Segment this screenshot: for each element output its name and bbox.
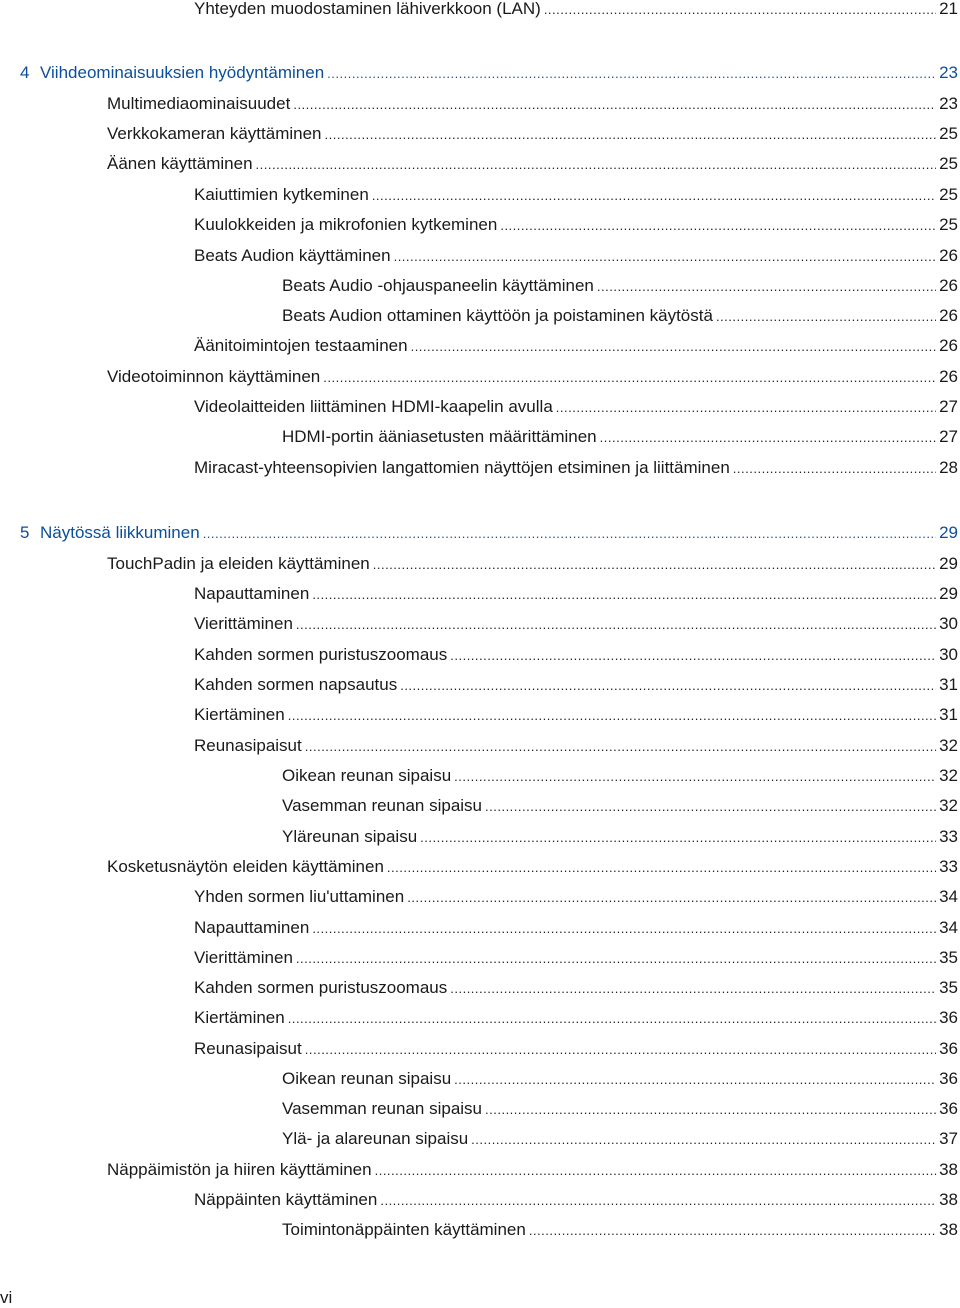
toc-page-number: 36 bbox=[939, 1008, 958, 1027]
toc-page-number: 23 bbox=[939, 94, 958, 113]
toc-entry-title: Napauttaminen bbox=[194, 918, 310, 937]
toc-page-number: 25 bbox=[939, 124, 958, 143]
toc-page-number: 31 bbox=[939, 705, 958, 724]
toc-page-number: 38 bbox=[939, 1190, 958, 1209]
toc-entry-title: Beats Audio -ohjauspaneelin käyttäminen bbox=[282, 276, 594, 295]
dot-leader bbox=[375, 1159, 936, 1183]
toc-entry-title: Näppäinten käyttäminen bbox=[194, 1190, 378, 1209]
toc-entry[interactable] bbox=[282, 1218, 958, 1242]
toc-entry[interactable] bbox=[194, 703, 958, 727]
toc-page-number: 37 bbox=[939, 1129, 958, 1148]
toc-entry[interactable] bbox=[282, 274, 958, 298]
dot-leader bbox=[305, 1038, 936, 1062]
dot-leader bbox=[485, 795, 936, 819]
dot-leader bbox=[305, 735, 936, 759]
toc-entry[interactable] bbox=[194, 946, 958, 970]
dot-leader bbox=[394, 245, 937, 269]
dot-leader bbox=[293, 93, 936, 117]
toc-entry[interactable] bbox=[107, 92, 958, 116]
toc-chapter-title bbox=[20, 521, 203, 545]
dot-leader bbox=[312, 583, 936, 607]
toc-page-number: 32 bbox=[939, 796, 958, 815]
toc-page-number: 29 bbox=[939, 554, 958, 573]
dot-leader bbox=[327, 62, 936, 86]
toc-entry-title: Yläreunan sipaisu bbox=[282, 827, 418, 846]
toc-entry-title: Verkkokameran käyttäminen bbox=[107, 124, 322, 143]
toc-entry[interactable] bbox=[194, 456, 958, 480]
toc-entry-title: Miracast-yhteensopivien langattomien näyttöjen etsiminen ja liittäminen bbox=[194, 458, 730, 477]
toc-entry[interactable] bbox=[107, 152, 958, 176]
dot-leader bbox=[471, 1128, 936, 1152]
dot-leader bbox=[256, 153, 937, 177]
toc-page-number: 36 bbox=[939, 1099, 958, 1118]
toc-page-number: 21 bbox=[939, 0, 958, 18]
toc-page-number: 30 bbox=[939, 645, 958, 664]
dot-leader bbox=[529, 1219, 936, 1243]
toc-entry[interactable] bbox=[282, 1097, 958, 1121]
toc-entry-title: Vierittäminen bbox=[194, 948, 293, 967]
toc-entry-title: Näppäimistön ja hiiren käyttäminen bbox=[107, 1160, 372, 1179]
dot-leader bbox=[203, 522, 936, 546]
dot-leader bbox=[716, 305, 936, 329]
dot-leader bbox=[372, 184, 936, 208]
toc-page-number: 35 bbox=[939, 978, 958, 997]
toc-chapter-title-text: Näytössä liikkuminen bbox=[40, 523, 200, 542]
toc-chapter-number: 4 bbox=[20, 63, 30, 82]
dot-leader bbox=[323, 366, 936, 390]
toc-page-number: 29 bbox=[939, 523, 958, 542]
toc-entry[interactable] bbox=[194, 395, 958, 419]
toc-entry[interactable] bbox=[194, 1037, 958, 1061]
toc-entry[interactable] bbox=[194, 213, 958, 237]
toc-entry[interactable] bbox=[194, 643, 958, 667]
dot-leader bbox=[485, 1098, 936, 1122]
toc-page-number: 36 bbox=[939, 1069, 958, 1088]
toc-entry-title: Kahden sormen puristuszoomaus bbox=[194, 645, 448, 664]
toc-entry[interactable] bbox=[107, 122, 958, 146]
dot-leader bbox=[454, 765, 936, 789]
dot-leader bbox=[288, 1007, 936, 1031]
toc-entry[interactable] bbox=[282, 1127, 958, 1151]
toc-entry-title: Vierittäminen bbox=[194, 614, 293, 633]
toc-entry-title: Ylä- ja alareunan sipaisu bbox=[282, 1129, 469, 1148]
toc-entry-title: Kahden sormen puristuszoomaus bbox=[194, 978, 448, 997]
toc-page-number: 25 bbox=[939, 185, 958, 204]
toc-entry-title: Videolaitteiden liittäminen HDMI-kaapelin avulla bbox=[194, 397, 553, 416]
toc-page-number: 30 bbox=[939, 614, 958, 633]
toc-entry-title: Beats Audion käyttäminen bbox=[194, 246, 391, 265]
dot-leader bbox=[450, 644, 936, 668]
toc-entry-title: Oikean reunan sipaisu bbox=[282, 766, 452, 785]
toc-entry[interactable] bbox=[194, 885, 958, 909]
toc-entry-title: Kiertäminen bbox=[194, 705, 285, 724]
toc-entry-title: Kahden sormen napsautus bbox=[194, 675, 398, 694]
toc-entry[interactable] bbox=[107, 1158, 958, 1182]
toc-page-number: 27 bbox=[939, 427, 958, 446]
toc-page-number: 23 bbox=[939, 63, 958, 82]
toc-page-number: 35 bbox=[939, 948, 958, 967]
toc-entry[interactable] bbox=[194, 582, 958, 606]
dot-leader bbox=[733, 457, 936, 481]
toc-page-number: 26 bbox=[939, 336, 958, 355]
toc-entry[interactable] bbox=[194, 916, 958, 940]
dot-leader bbox=[500, 214, 936, 238]
toc-entry-title: Multimediaominaisuudet bbox=[107, 94, 291, 113]
toc-page-number: 26 bbox=[939, 367, 958, 386]
dot-leader bbox=[544, 0, 936, 22]
toc-entry[interactable] bbox=[107, 365, 958, 389]
dot-leader bbox=[296, 613, 936, 637]
toc-chapter-entry[interactable] bbox=[20, 61, 958, 85]
toc-page-number: 26 bbox=[939, 246, 958, 265]
toc-page-number: 31 bbox=[939, 675, 958, 694]
toc-entry[interactable] bbox=[282, 1067, 958, 1091]
toc-entry-title: Kaiuttimien kytkeminen bbox=[194, 185, 369, 204]
dot-leader bbox=[312, 917, 936, 941]
toc-entry[interactable] bbox=[282, 304, 958, 328]
toc-entry-title: Reunasipaisut bbox=[194, 1039, 302, 1058]
toc-chapter-number: 5 bbox=[20, 523, 30, 542]
dot-leader bbox=[556, 396, 936, 420]
toc-entry[interactable] bbox=[194, 734, 958, 758]
page-number: vi bbox=[0, 1288, 13, 1307]
toc-entry[interactable] bbox=[282, 764, 958, 788]
toc-chapter-title-text: Viihdeominaisuuksien hyödyntäminen bbox=[40, 63, 325, 82]
toc-entry[interactable] bbox=[282, 825, 958, 849]
toc-entry-title: Äänitoimintojen testaaminen bbox=[194, 336, 408, 355]
toc-entry-title: Äänen käyttäminen bbox=[107, 154, 253, 173]
toc-page-number: 33 bbox=[939, 857, 958, 876]
toc-entry-title: Kuulokkeiden ja mikrofonien kytkeminen bbox=[194, 215, 498, 234]
toc-page-number: 28 bbox=[939, 458, 958, 477]
toc-page-number: 38 bbox=[939, 1220, 958, 1239]
toc-entry[interactable] bbox=[194, 1006, 958, 1030]
dot-leader bbox=[600, 426, 936, 450]
dot-leader bbox=[407, 886, 936, 910]
toc-entry[interactable] bbox=[194, 0, 958, 21]
toc-entry[interactable] bbox=[282, 794, 958, 818]
toc-page-number: 27 bbox=[939, 397, 958, 416]
dot-leader bbox=[380, 1189, 936, 1213]
dot-leader bbox=[420, 826, 936, 850]
toc-entry-title: HDMI-portin ääniasetusten määrittäminen bbox=[282, 427, 597, 446]
toc-page-number: 38 bbox=[939, 1160, 958, 1179]
toc-entry-title: Reunasipaisut bbox=[194, 736, 302, 755]
toc-entry-title: Napauttaminen bbox=[194, 584, 310, 603]
toc-entry[interactable] bbox=[194, 1188, 958, 1212]
dot-leader bbox=[288, 704, 936, 728]
toc-page-number: 34 bbox=[939, 887, 958, 906]
toc-entry-title: Toimintonäppäinten käyttäminen bbox=[282, 1220, 526, 1239]
toc-chapter-entry[interactable] bbox=[20, 521, 958, 545]
dot-leader bbox=[597, 275, 936, 299]
toc-page-number: 26 bbox=[939, 306, 958, 325]
toc-entry[interactable] bbox=[107, 855, 958, 879]
toc-page-number: 36 bbox=[939, 1039, 958, 1058]
toc-page-number: 32 bbox=[939, 736, 958, 755]
dot-leader bbox=[450, 977, 936, 1001]
dot-leader bbox=[325, 123, 937, 147]
toc-page-number: 33 bbox=[939, 827, 958, 846]
toc-entry-title: Kosketusnäytön eleiden käyttäminen bbox=[107, 857, 384, 876]
dot-leader bbox=[387, 856, 936, 880]
dot-leader bbox=[411, 335, 937, 359]
toc-entry[interactable] bbox=[194, 976, 958, 1000]
toc-entry-title: Yhteyden muodostaminen lähiverkkoon (LAN) bbox=[194, 0, 541, 18]
dot-leader bbox=[296, 947, 936, 971]
toc-entry-title: Kiertäminen bbox=[194, 1008, 285, 1027]
toc-entry-title: Oikean reunan sipaisu bbox=[282, 1069, 452, 1088]
toc-entry-title: Vasemman reunan sipaisu bbox=[282, 1099, 483, 1118]
toc-entry[interactable] bbox=[194, 612, 958, 636]
toc-page-number: 34 bbox=[939, 918, 958, 937]
toc-entry[interactable] bbox=[194, 673, 958, 697]
toc-entry-title: Yhden sormen liu'uttaminen bbox=[194, 887, 405, 906]
toc-entry[interactable] bbox=[194, 244, 958, 268]
dot-leader bbox=[454, 1068, 936, 1092]
toc-entry[interactable] bbox=[282, 425, 958, 449]
toc-page-number: 25 bbox=[939, 154, 958, 173]
toc-entry-title: Videotoiminnon käyttäminen bbox=[107, 367, 321, 386]
toc-page-number: 32 bbox=[939, 766, 958, 785]
toc-chapter-title bbox=[20, 61, 327, 85]
toc-entry[interactable] bbox=[194, 334, 958, 358]
toc-entry[interactable] bbox=[107, 552, 958, 576]
toc-page-number: 25 bbox=[939, 215, 958, 234]
toc-entry[interactable] bbox=[194, 183, 958, 207]
dot-leader bbox=[400, 674, 936, 698]
toc-entry-title: Vasemman reunan sipaisu bbox=[282, 796, 483, 815]
dot-leader bbox=[373, 553, 936, 577]
toc-page-number: 29 bbox=[939, 584, 958, 603]
toc-entry-title: TouchPadin ja eleiden käyttäminen bbox=[107, 554, 370, 573]
toc-entry-title: Beats Audion ottaminen käyttöön ja poistaminen käytöstä bbox=[282, 306, 713, 325]
toc-page-number: 26 bbox=[939, 276, 958, 295]
